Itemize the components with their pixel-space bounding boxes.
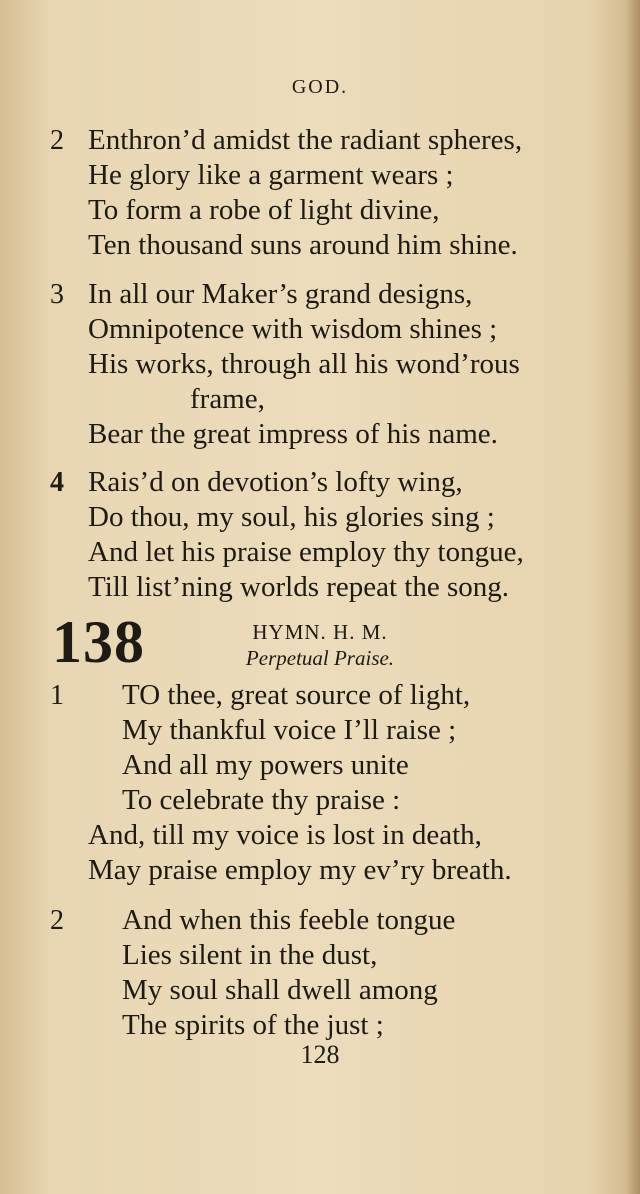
hymn-title: HYMN. H. M.	[252, 620, 388, 644]
verse-line: And let his praise employ thy tongue,	[88, 536, 524, 568]
verse-number: 2	[50, 125, 64, 156]
verse-line: Do thou, my soul, his glories sing ;	[88, 501, 495, 533]
verse-line: Rais’d on devotion’s lofty wing,	[88, 466, 463, 498]
hymn-subtitle: Perpetual Praise.	[245, 646, 395, 670]
verse-line: And all my powers unite	[122, 749, 409, 781]
verse-number: 4	[50, 467, 64, 498]
verse-line: TO thee, great source of light,	[122, 679, 471, 711]
verse-number: 3	[50, 279, 64, 310]
verse-line: Till list’ning worlds repeat the song.	[88, 571, 510, 603]
verse-line: Lies silent in the dust,	[122, 939, 378, 971]
verse-line-continuation: frame,	[190, 383, 265, 415]
verse-number: 2	[50, 905, 64, 936]
verse-line: The spirits of the just ;	[122, 1009, 384, 1041]
verse-line: Ten thousand suns around him shine.	[88, 229, 518, 261]
verse-line: To form a robe of light divine,	[88, 194, 440, 226]
verse-line: Omnipotence with wisdom shines ;	[88, 313, 498, 345]
verse-number: 1	[50, 680, 64, 711]
verse-line: In all our Maker’s grand designs,	[88, 278, 473, 310]
verse-line: May praise employ my ev’ry breath.	[88, 854, 512, 886]
hymn-number: 138	[52, 609, 145, 675]
verse-line: And when this feeble tongue	[122, 904, 456, 936]
running-header: GOD.	[291, 76, 349, 98]
verse-line: Bear the great impress of his name.	[88, 418, 498, 450]
verse-line: He glory like a garment wears ;	[88, 159, 454, 191]
verse-line: His works, through all his wond’rous	[88, 348, 520, 380]
verse-line: My soul shall dwell among	[122, 974, 438, 1006]
verse-line: Enthron’d amidst the radiant spheres,	[88, 124, 523, 156]
verse-line: My thankful voice I’ll raise ;	[122, 714, 457, 746]
page-number: 128	[300, 1040, 340, 1069]
verse-line: And, till my voice is lost in death,	[88, 819, 482, 851]
verse-line: To celebrate thy praise :	[122, 784, 401, 816]
